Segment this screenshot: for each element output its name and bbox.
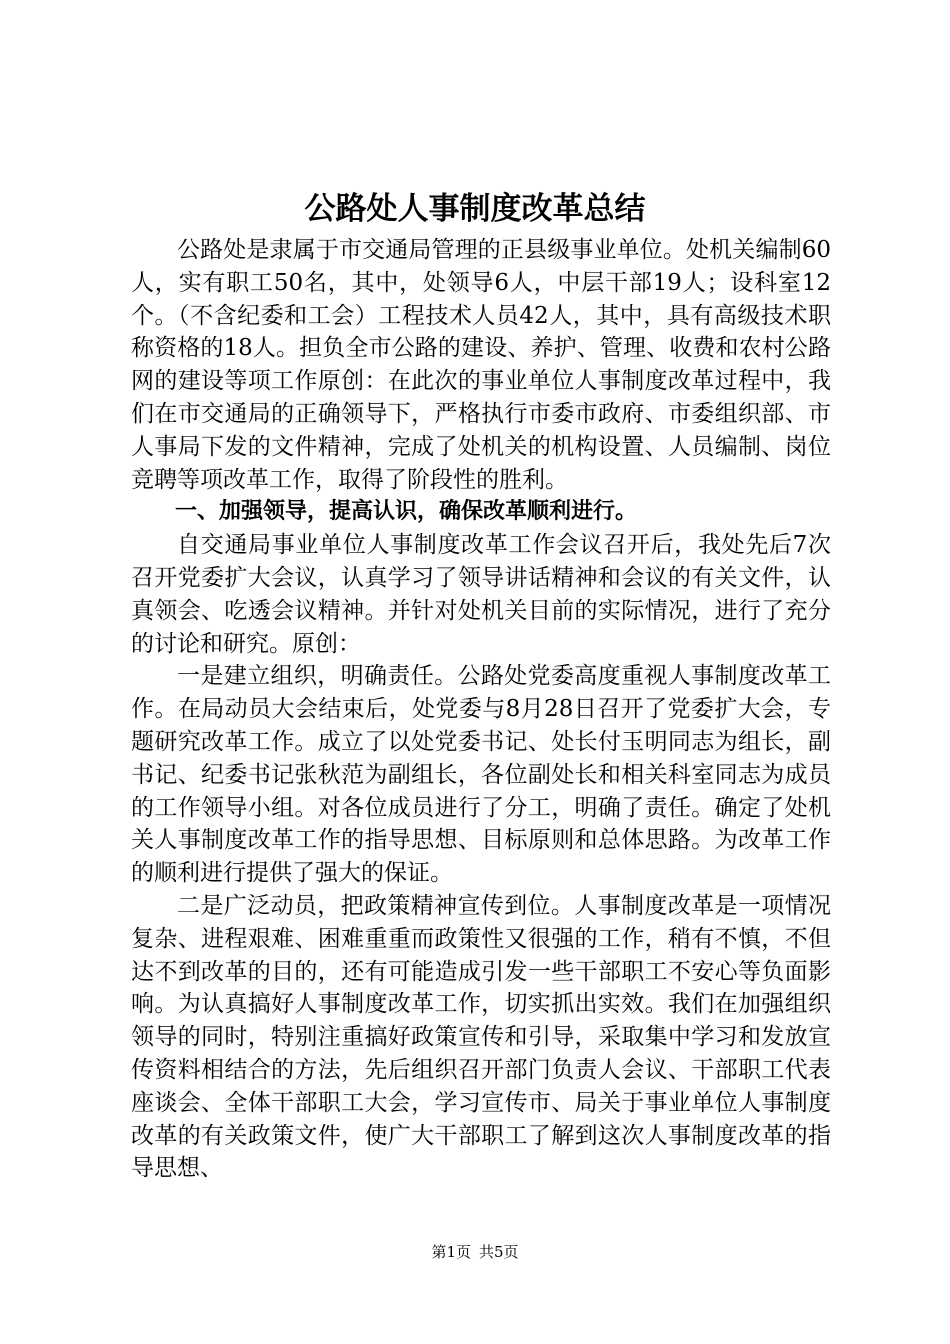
section-heading-1: 一、加强领导，提高认识，确保改革顺利进行。 <box>175 499 638 525</box>
document-body <box>131 234 831 1185</box>
page-number: 第1页 <box>431 1243 471 1261</box>
page-total: 共5页 <box>479 1243 519 1261</box>
paragraph-point-1: 一是建立组织，明确责任。公路处党委高度重视人事制度改革工作。在局动员大会结束后，处党委与8月28日召开了党委扩大会，专题研究改革工作。成立了以处党委书记、处长付玉明同志为组长，副书记、纪委书记张秋范为副组长，各位副处长和相关科室同志为成员的工作领导小组。对各位成员进行了分工，明确了责任。确定了处机关人事制度改革工作的指导思想、目标原则和总体思路。为改革工作的顺利进行提供了强大的保证。 <box>131 663 831 887</box>
page-footer <box>0 1242 950 1262</box>
paragraph-section-1-intro: 自交通局事业单位人事制度改革工作会议召开后，我处先后7次召开党委扩大会议，认真学习了领导讲话精神和会议的有关文件，认真领会、吃透会议精神。并针对处机关目前的实际情况，进行了充分的讨论和研究。原创： <box>131 532 831 657</box>
paragraph-intro: 公路处是隶属于市交通局管理的正县级事业单位。处机关编制60人，实有职工50名，其中，处领导6人，中层干部19人；设科室12个。（不含纪委和工会）工程技术人员42人，其中，具有高级技术职称资格的18人。担负全市公路的建设、养护、管理、收费和农村公路网的建设等项工作原创：在此次的事业单位人事制度改革过程中，我们在市交通局的正确领导下，严格执行市委市政府、市委组织部、市人事局下发的文件精神，完成了处机关的机构设置、人员编制、岗位竞聘等项改革工作，取得了阶段性的胜利。 <box>131 237 831 493</box>
paragraph-point-2: 二是广泛动员，把政策精神宣传到位。人事制度改革是一项情况复杂、进程艰难、困难重重而政策性又很强的工作，稍有不慎，不但达不到改革的目的，还有可能造成引发一些干部职工不安心等负面影响。为认真搞好人事制度改革工作，切实抓出实效。我们在加强组织领导的同时，特别注重搞好政策宣传和引导，采取集中学习和发放宣传资料相结合的方法，先后组织召开部门负责人会议、干部职工代表座谈会、全体干部职工大会，学习宣传市、局关于事业单位人事制度改革的有关政策文件，使广大干部职工了解到这次人事制度改革的指导思想、 <box>131 892 831 1182</box>
document-title: 公路处人事制度改革总结 <box>304 191 646 227</box>
